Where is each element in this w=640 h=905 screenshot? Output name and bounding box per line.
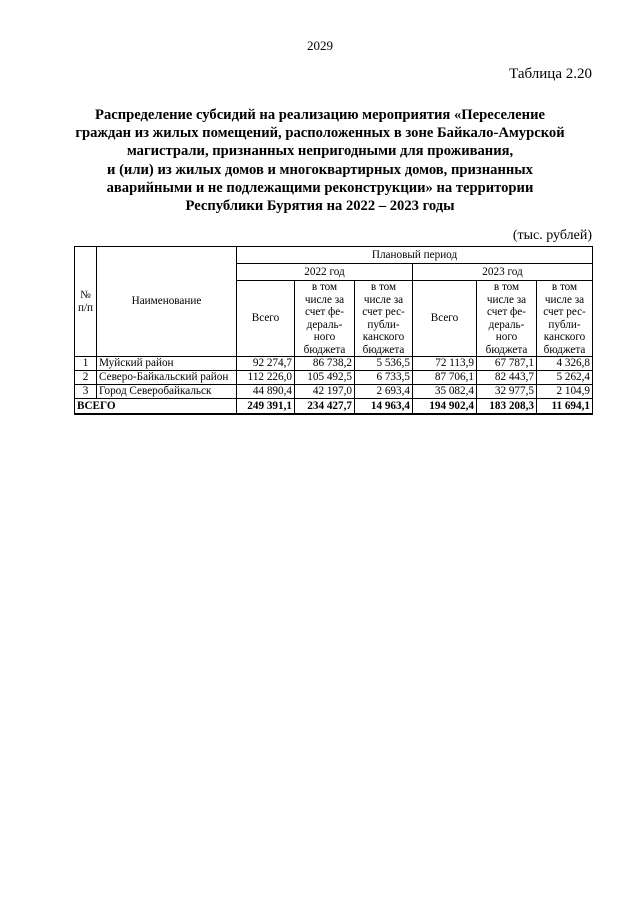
col-header-index: № п/п: [75, 247, 97, 357]
table-row: [75, 385, 593, 399]
subsidy-table: [74, 246, 593, 415]
row-name: Муйский район: [97, 357, 237, 371]
total-value: 11 694,1: [537, 399, 593, 415]
sub-header-federal: в том числе за счет фе-дераль-ного бюджета: [295, 281, 355, 357]
cell-value: 87 706,1: [413, 371, 477, 385]
sub-header-republic: в том числе за счет рес-публи-канского бюджета: [537, 281, 593, 357]
cell-value: 67 787,1: [477, 357, 537, 371]
cell-value: 92 274,7: [237, 357, 295, 371]
cell-value: 42 197,0: [295, 385, 355, 399]
total-row: [75, 399, 593, 415]
row-name: Северо-Байкальский район: [97, 371, 237, 385]
sub-header-republic: в том числе за счет рес-публи-канского бюджета: [355, 281, 413, 357]
title-line: Республики Бурятия на 2022 – 2023 годы: [185, 198, 455, 215]
row-index: 1: [75, 357, 97, 371]
row-index: 3: [75, 385, 97, 399]
total-value: 183 208,3: [477, 399, 537, 415]
cell-value: 5 536,5: [355, 357, 413, 371]
cell-value: 2 693,4: [355, 385, 413, 399]
title-line: магистрали, признанных непригодными для проживания,: [126, 143, 514, 160]
total-value: 14 963,4: [355, 399, 413, 415]
total-label: ВСЕГО: [75, 399, 237, 415]
cell-value: 72 113,9: [413, 357, 477, 371]
cell-value: 2 104,9: [537, 385, 593, 399]
cell-value: 105 492,5: [295, 371, 355, 385]
cell-value: 82 443,7: [477, 371, 537, 385]
col-header-name: Наименование: [97, 247, 237, 357]
cell-value: 86 738,2: [295, 357, 355, 371]
cell-value: 112 226,0: [237, 371, 295, 385]
year-header-2023: 2023 год: [413, 264, 593, 281]
total-value: 194 902,4: [413, 399, 477, 415]
cell-value: 4 326,8: [537, 357, 593, 371]
row-name: Город Северобайкальск: [97, 385, 237, 399]
units-label: (тыс. рублей): [512, 228, 592, 243]
cell-value: 32 977,5: [477, 385, 537, 399]
page-number: 2029: [307, 38, 333, 53]
cell-value: 6 733,5: [355, 371, 413, 385]
total-value: 234 427,7: [295, 399, 355, 415]
row-index: 2: [75, 371, 97, 385]
sub-header-total: Всего: [413, 281, 477, 357]
table-row: [75, 357, 593, 371]
title-line: и (или) из жилых домов и многоквартирных домов, признанных: [107, 161, 533, 178]
table-title: [60, 106, 580, 215]
cell-value: 35 082,4: [413, 385, 477, 399]
table-label: Таблица 2.20: [509, 66, 592, 82]
planning-period-header: Плановый период: [237, 247, 593, 264]
table-row: [75, 371, 593, 385]
total-value: 249 391,1: [237, 399, 295, 415]
title-line: аварийными и не подлежащими реконструкции» на территории: [106, 179, 534, 196]
cell-value: 5 262,4: [537, 371, 593, 385]
sub-header-total: Всего: [237, 281, 295, 357]
cell-value: 44 890,4: [237, 385, 295, 399]
sub-header-federal: в том числе за счет фе-дераль-ного бюджета: [477, 281, 537, 357]
year-header-2022: 2022 год: [237, 264, 413, 281]
title-line: граждан из жилых помещений, расположенных в зоне Байкало-Амурской: [75, 125, 565, 142]
title-line: Распределение субсидий на реализацию мероприятия «Переселение: [95, 107, 545, 123]
